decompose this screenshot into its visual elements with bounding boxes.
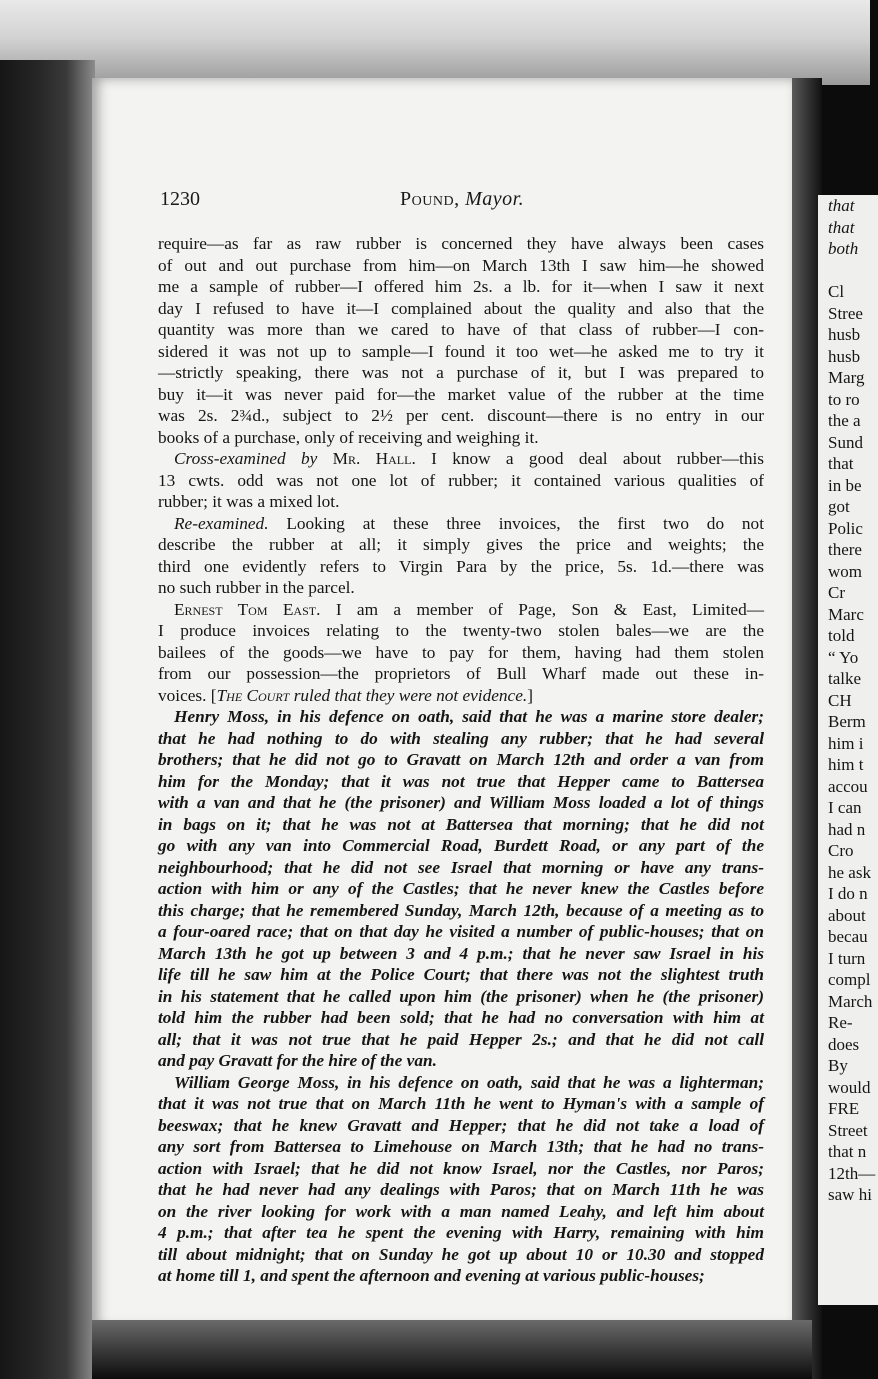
court-label: The Court <box>216 685 290 705</box>
facing-page-line: there <box>828 540 862 559</box>
defence-line: March 13th he got up between 3 and 4 p.m.; that he never saw Israel in his <box>158 943 764 963</box>
text-line <box>158 685 764 707</box>
page-bottom-shadow <box>92 1320 812 1379</box>
testimony-line: buy it—it was never paid for—the market value of the rubber at the time <box>158 384 764 404</box>
facing-page-line: Street <box>828 1120 868 1140</box>
facing-page-line: I turn <box>828 948 866 968</box>
defence-line: a four-oared race; that on that day he visited a number of public-houses; that on <box>158 922 764 941</box>
witness-line: I am a member of Page, Son & East, Limited— <box>335 599 765 619</box>
facing-page-line: talke <box>828 669 862 688</box>
cross-examination-line: 13 cwts. odd was not one lot of rubber; it contained various qualities of <box>158 470 764 490</box>
facing-page-line: Berm <box>828 712 866 731</box>
facing-page-line: accou <box>828 776 868 796</box>
facing-page-line: does <box>828 1034 860 1054</box>
defence-line: with a van and that he (the prisoner) and William Moss loaded a lot of things <box>158 793 764 812</box>
facing-page-line: him t <box>828 755 864 774</box>
facing-page-line: March <box>828 991 873 1011</box>
defence-line: at home till 1, and spent the afternoon and evening at various public-houses; <box>158 1266 705 1285</box>
testimony-paragraph <box>158 233 764 448</box>
facing-page-line: Re- <box>828 1013 853 1032</box>
facing-page-line: that <box>828 217 855 237</box>
defence-line: any sort from Battersea to Limehouse on March 13th; that he had no trans- <box>158 1137 764 1156</box>
testimony-line: —strictly speaking, there was not a purchase of it, but I was prepared to <box>158 363 764 382</box>
facing-page-line: about <box>828 905 866 925</box>
witness-name: Ernest Tom East. <box>174 599 321 619</box>
re-examination-line: describe the rubber at all; it simply gives the price and weights; the <box>158 535 764 554</box>
defence-line: 4 p.m.; that after tea he spent the evening with Harry, remaining with him <box>158 1223 764 1242</box>
testimony-line: quantity was more than we cared to have of that class of rubber—I con- <box>158 320 764 339</box>
defence-line: neighbourhood; that he did not see Israel that morning or have any trans- <box>158 857 764 877</box>
facing-page-line: By <box>828 1056 848 1075</box>
facing-page-line: both <box>828 239 859 258</box>
cross-examined-label: Cross-examined by <box>174 449 318 468</box>
defence-line: action with him or any of the Castles; that he never knew the Castles before <box>158 879 764 898</box>
cross-examination-line: I know a good deal about rubber—this <box>431 449 764 468</box>
text-line <box>158 448 764 470</box>
facing-page-line: Stree <box>828 303 863 323</box>
facing-page-line: that n <box>828 1142 867 1161</box>
ruling-close-bracket: ] <box>527 685 533 705</box>
text-line <box>158 599 764 621</box>
testimony-line: was 2s. 2¾d., subject to 2½ per cent. discount—there is no entry in our <box>158 406 764 425</box>
facing-page-fragment <box>818 195 878 1305</box>
facing-page-line: Sund <box>828 432 863 452</box>
facing-page-line: to ro <box>828 389 860 409</box>
defence-line: William George Moss, in his defence on oath, said that he was a lighterman; <box>174 1072 764 1092</box>
text-line <box>158 513 764 535</box>
facing-page-line: Cro <box>828 841 854 860</box>
testimony-line: of out and out purchase from him—on March 13th I saw him—he showed <box>158 255 764 275</box>
facing-page-line: compl <box>828 970 871 989</box>
defence-line: in bags on it; that he was not at Battersea that morning; that he did not <box>158 814 764 834</box>
cross-examination-paragraph <box>158 448 764 513</box>
witness-paragraph <box>158 599 764 707</box>
facing-page-line <box>818 260 878 282</box>
witness-line-start: voices. <box>158 685 207 705</box>
witness-line: I produce invoices relating to the twenty-two stolen bales—we are the <box>158 621 764 640</box>
facing-page-line: had n <box>828 819 866 839</box>
facing-page-line: him i <box>828 733 864 753</box>
facing-page-line: saw hi <box>828 1185 872 1204</box>
testimony-line: day I refused to have it—I complained about the quality and also that the <box>158 298 764 318</box>
facing-page-line: Polic <box>828 518 863 538</box>
defence-line: that he had never had any dealings with Paros; that on March 11th he was <box>158 1180 764 1199</box>
facing-page-line: Cr <box>828 583 845 602</box>
facing-page-line: husb <box>828 346 861 366</box>
facing-page-line: FRE <box>828 1099 860 1118</box>
defence-william-moss <box>158 1072 764 1287</box>
facing-page-line: wom <box>828 561 862 581</box>
facing-page-line: in be <box>828 475 862 495</box>
facing-page-line: Marg <box>828 368 865 387</box>
facing-page-line: CH <box>828 690 852 710</box>
facing-page-line: told <box>828 626 855 645</box>
re-examination-line: Looking at these three invoices, the first two do not <box>286 513 764 533</box>
witness-line: from our possession—the proprietors of Bull Wharf made out these in- <box>158 664 764 683</box>
scan-background-top <box>0 0 870 85</box>
facing-page-line: 12th— <box>828 1163 876 1183</box>
testimony-line: me a sample of rubber—I offered him 2s. a lb. for it—when I saw it next <box>158 277 764 296</box>
court-ruling: ruled that they were not evidence. <box>293 685 528 705</box>
defence-henry-moss <box>158 706 764 1072</box>
witness-line: bailees of the goods—we have to pay for them, having had them stolen <box>158 642 764 662</box>
page-number: 1230 <box>160 188 200 210</box>
testimony-line: sidered it was not up to sample—I found it too wet—he asked me to try it <box>158 341 764 361</box>
defence-line: on the river looking for work with a man named Leahy, and left him about <box>158 1201 764 1221</box>
defence-line: and pay Gravatt for the hire of the van. <box>158 1051 437 1070</box>
defence-line: action with Israel; that he did not know Israel, nor the Castles, nor Paros; <box>158 1158 764 1178</box>
defence-line: till about midnight; that on Sunday he got up about 10 or 10.30 and stopped <box>158 1244 764 1264</box>
book-binding <box>0 60 95 1379</box>
facing-page-line: husb <box>828 325 861 344</box>
defence-line: brothers; that he did not go to Gravatt on March 12th and order a van from <box>158 750 764 769</box>
facing-page-line: Marc <box>828 604 864 624</box>
defence-line: Henry Moss, in his defence on oath, said that he was a marine store dealer; <box>174 707 764 726</box>
defence-line: life till he saw him at the Police Court; that there was not the slightest truth <box>158 965 764 984</box>
re-examination-line: no such rubber in the parcel. <box>158 578 355 597</box>
defence-line: told him the rubber had been sold; that he had no conversation with him at <box>158 1008 764 1027</box>
running-head: Pound, Mayor. <box>400 188 525 210</box>
defence-line: beeswax; that he knew Gravatt and Hepper; that he did not take a load of <box>158 1115 764 1135</box>
facing-page-line: the a <box>828 411 861 430</box>
facing-page-line: got <box>828 497 850 516</box>
facing-page-line: “ Yo <box>828 647 859 667</box>
cross-examination-line: rubber; it was a mixed lot. <box>158 492 340 511</box>
re-examination-paragraph <box>158 513 764 599</box>
testimony-line: books of a purchase, only of receiving and weighing it. <box>158 427 539 447</box>
page-header <box>160 188 760 218</box>
ruling-open-bracket: [ <box>210 685 217 705</box>
facing-page-line: he ask <box>828 862 871 882</box>
facing-page-line: becau <box>828 927 868 946</box>
testimony-line: require—as far as raw rubber is concerned they have always been cases <box>158 234 764 253</box>
running-head-title: Mayor. <box>465 188 525 210</box>
facing-page-line: that <box>828 196 855 215</box>
defence-line: that it was not true that on March 11th he went to Hyman's with a sample of <box>158 1094 764 1113</box>
counsel-name: Mr. Hall. <box>332 449 416 468</box>
defence-line: him for the Monday; that it was not true that Hepper came to Battersea <box>158 771 764 791</box>
facing-page-line: Cl <box>828 282 845 301</box>
re-examined-label: Re-examined. <box>174 513 269 533</box>
re-examination-line: third one evidently refers to Virgin Para by the price, 5s. 1d.—there was <box>158 556 764 576</box>
facing-page-line: I can <box>828 798 862 817</box>
facing-page-line: would <box>828 1077 871 1097</box>
page-body <box>158 233 764 1287</box>
facing-page-line: that <box>828 454 854 473</box>
defence-line: go with any van into Commercial Road, Burdett Road, or any part of the <box>158 836 764 855</box>
defence-line: in his statement that he called upon him (the prisoner) when he (the prisoner) <box>158 986 764 1006</box>
defence-line: all; that it was not true that he paid Hepper 2s.; and that he did not call <box>158 1029 764 1049</box>
facing-page-line: I do n <box>828 884 868 903</box>
running-head-name: Pound <box>400 188 455 210</box>
defence-line: that he had nothing to do with stealing any rubber; that he had several <box>158 728 764 748</box>
defence-line: this charge; that he remembered Sunday, March 12th, because of a meeting as to <box>158 900 764 920</box>
